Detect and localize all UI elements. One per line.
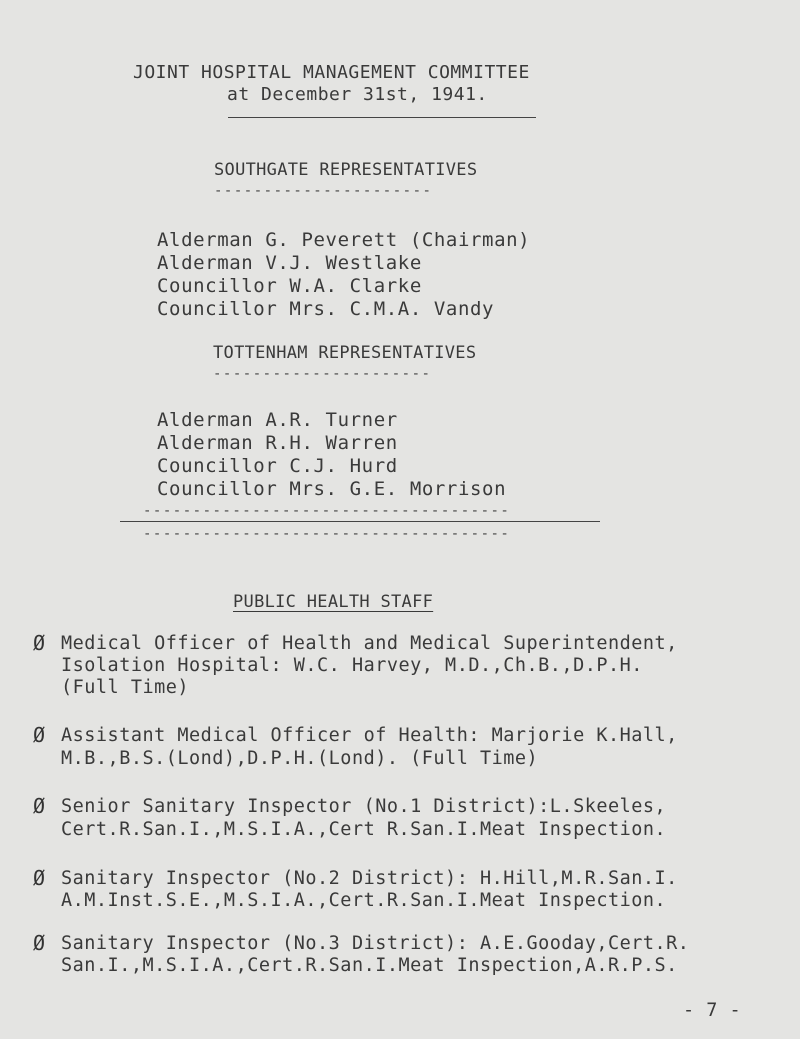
southgate-member: Councillor W.A. Clarke — [157, 275, 422, 297]
staff-entry-line: Sanitary Inspector (No.2 District): H.Hill,M.R.San.I. — [61, 868, 678, 889]
tottenham-member: Alderman A.R. Turner — [157, 409, 398, 431]
staff-entry-line: Isolation Hospital: W.C. Harvey, M.D.,Ch.B.,D.P.H. — [61, 655, 643, 676]
tottenham-dash-rule: ---------------------- — [213, 366, 432, 382]
title-rule — [228, 117, 536, 118]
staff-entry-line: Senior Sanitary Inspector (No.1 District):L.Skeeles, — [61, 796, 667, 817]
staff-entry-line: A.M.Inst.S.E.,M.S.I.A.,Cert.R.San.I.Meat Inspection. — [61, 890, 667, 911]
staff-entry-line: Sanitary Inspector (No.3 District): A.E.Gooday,Cert.R. — [61, 933, 690, 954]
staff-heading: PUBLIC HEALTH STAFF — [233, 592, 434, 612]
tottenham-heading: TOTTENHAM REPRESENTATIVES — [213, 343, 477, 363]
staff-entry-line: San.I.,M.S.I.A.,Cert.R.San.I.Meat Inspection,A.R.P.S. — [61, 955, 678, 976]
committee-date: at December 31st, 1941. — [227, 84, 488, 105]
staff-entry-line: Medical Officer of Health and Medical Superintendent, — [61, 633, 678, 654]
staff-entry-line: (Full Time) — [61, 677, 190, 698]
tottenham-member: Councillor Mrs. G.E. Morrison — [157, 478, 507, 500]
null-bullet-icon: Ø — [33, 631, 46, 655]
null-bullet-icon: Ø — [33, 866, 46, 890]
staff-entry-line: Cert.R.San.I.,M.S.I.A.,Cert R.San.I.Meat Inspection. — [61, 819, 667, 840]
southgate-member: Alderman G. Peverett (Chairman) — [157, 229, 531, 251]
committee-title: JOINT HOSPITAL MANAGEMENT COMMITTEE — [133, 62, 530, 83]
separator-rule — [120, 521, 600, 522]
separator-dash-top: ------------------------------------- — [143, 503, 511, 519]
tottenham-member: Councillor C.J. Hurd — [157, 455, 398, 477]
null-bullet-icon: Ø — [33, 931, 46, 955]
tottenham-member: Alderman R.H. Warren — [157, 432, 398, 454]
staff-entry-line: M.B.,B.S.(Lond),D.P.H.(Lond). (Full Time) — [61, 748, 539, 769]
southgate-dash-rule: ---------------------- — [214, 183, 433, 199]
page-number: - 7 - — [683, 1000, 742, 1021]
null-bullet-icon: Ø — [33, 723, 46, 747]
southgate-member: Alderman V.J. Westlake — [157, 252, 422, 274]
southgate-heading: SOUTHGATE REPRESENTATIVES — [214, 160, 478, 180]
null-bullet-icon: Ø — [33, 794, 46, 818]
separator-dash-bottom: ------------------------------------- — [143, 526, 511, 542]
staff-entry-line: Assistant Medical Officer of Health: Marjorie K.Hall, — [61, 725, 678, 746]
southgate-member: Councillor Mrs. C.M.A. Vandy — [157, 298, 495, 320]
